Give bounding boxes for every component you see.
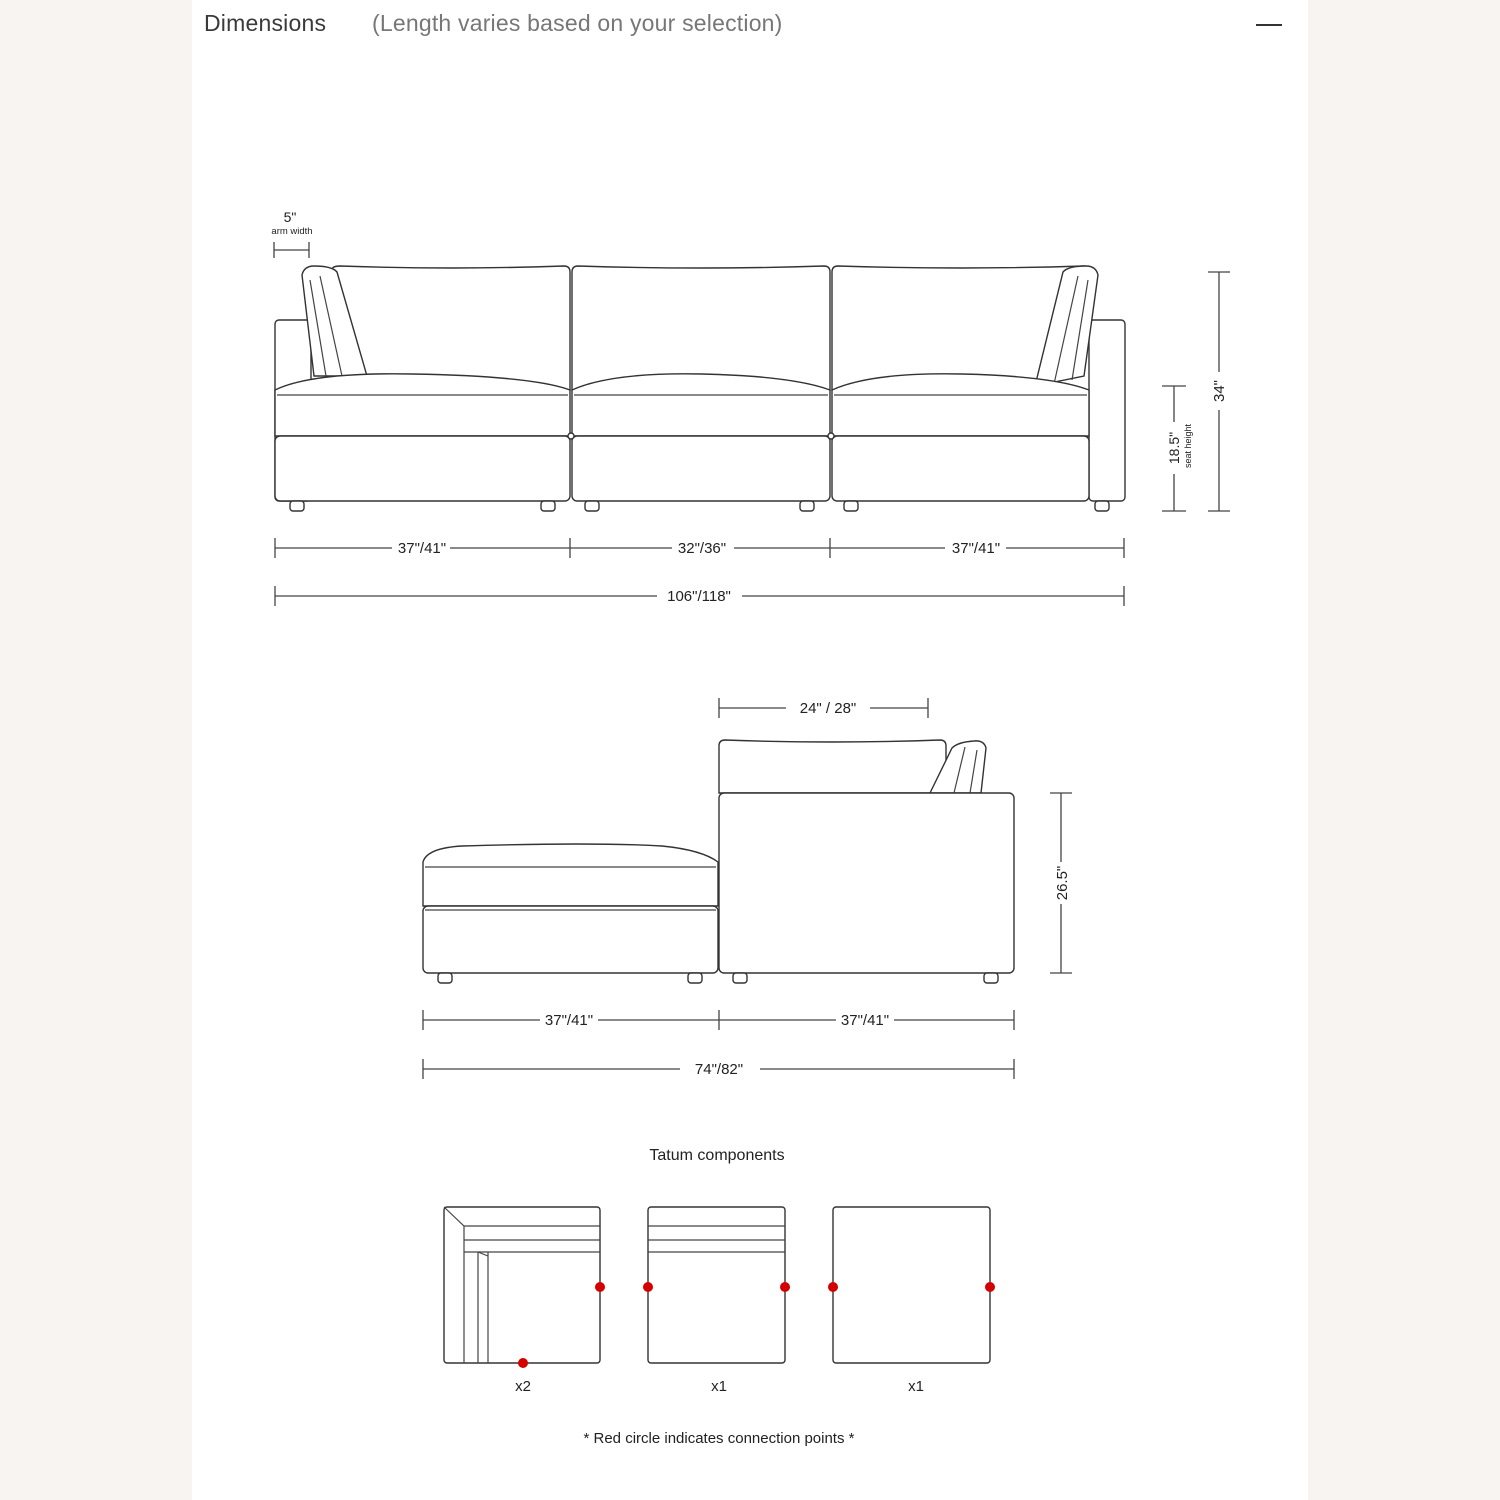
seat-height-label: seat height: [1183, 423, 1193, 469]
base-right: [832, 436, 1089, 501]
arm-width-label: arm width: [271, 226, 313, 237]
chaise-depth: 24" / 28": [799, 700, 857, 717]
dimensions-panel: [192, 0, 1308, 1500]
arm-width-value: 5": [283, 209, 297, 225]
base-left: [275, 436, 570, 501]
seat-width-right: 37"/41": [951, 540, 1001, 557]
right-arm: [1089, 320, 1125, 501]
section-width-left: 37"/41": [544, 1012, 594, 1029]
seat-cushion-middle: [572, 374, 830, 436]
connection-point-icon: [643, 1282, 653, 1292]
chaise-height: 26.5": [1054, 865, 1071, 901]
seat-width-middle: 32"/36": [677, 540, 727, 557]
section-width-right: 37"/41": [840, 1012, 890, 1029]
ottoman-base: [423, 906, 718, 973]
total-width: 106"/118": [667, 588, 731, 605]
connection-note: * Red circle indicates connection points *: [583, 1430, 855, 1447]
chaise-side-view: [423, 698, 1072, 1079]
connection-point-icon: [518, 1358, 528, 1368]
component-count: x1: [908, 1378, 924, 1395]
connection-point-icon: [595, 1282, 605, 1292]
component-corner: [444, 1207, 605, 1395]
seat-width-left: 37"/41": [397, 540, 447, 557]
connection-point-icon: [828, 1282, 838, 1292]
component-ottoman: [828, 1207, 995, 1395]
base-middle: [572, 436, 830, 501]
component-count: x2: [515, 1378, 531, 1395]
component-armless: [643, 1207, 790, 1395]
seat-height-value: 18.5": [1166, 431, 1182, 465]
dimension-drawing: [192, 0, 1308, 1500]
back-cushion-left: [332, 266, 570, 390]
overall-height: 34": [1211, 379, 1228, 403]
chaise-arm-body: [719, 793, 1014, 973]
connection-point-icon: [985, 1282, 995, 1292]
section-subtitle: (Length varies based on your selection): [372, 10, 783, 36]
back-cushion-middle: [572, 266, 830, 390]
chaise-total-width: 74"/82": [694, 1061, 744, 1078]
section-title: Dimensions: [204, 10, 327, 36]
seat-cushion-right: [832, 374, 1089, 436]
components-title: Tatum components: [649, 1147, 785, 1164]
components-section: [444, 1147, 995, 1447]
sofa-front-view: [271, 209, 1230, 606]
connection-point-icon: [780, 1282, 790, 1292]
component-count: x1: [711, 1378, 727, 1395]
seat-cushion-left: [275, 374, 570, 436]
ottoman-cushion: [423, 844, 718, 906]
